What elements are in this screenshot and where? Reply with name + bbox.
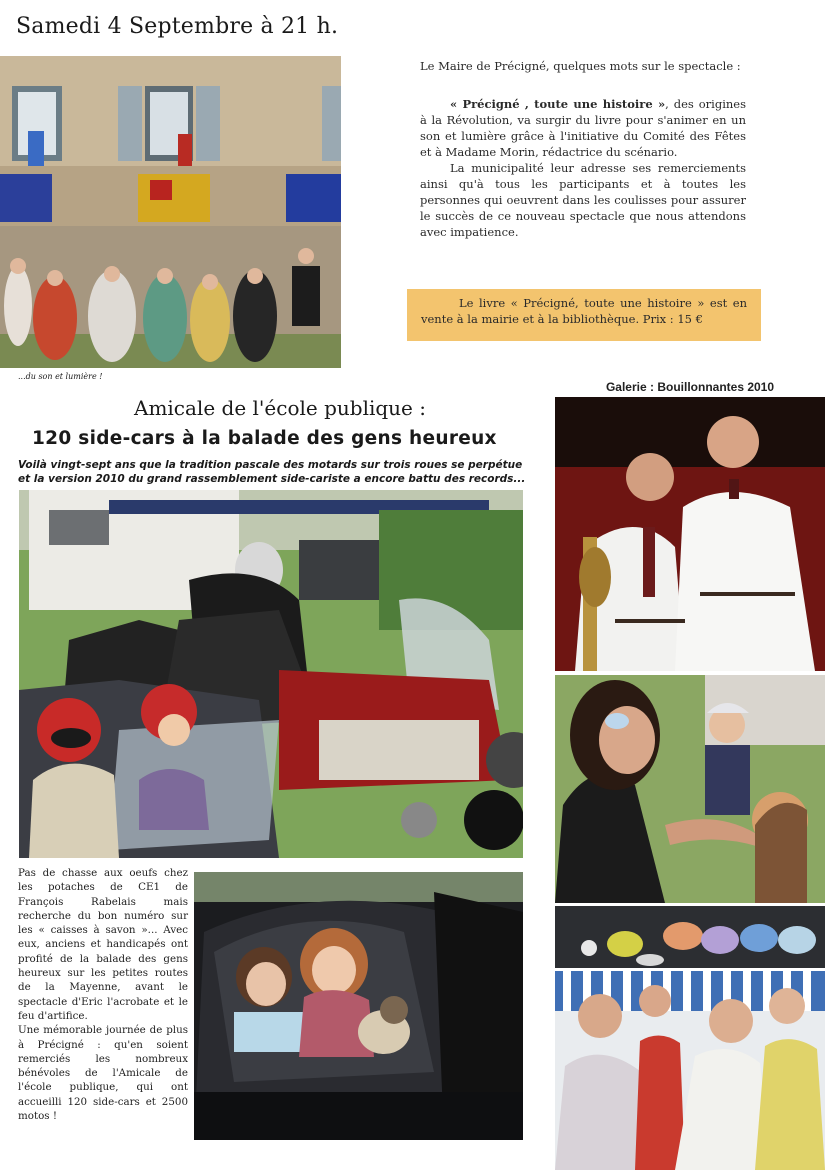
gallery-photo-musicians	[555, 397, 825, 671]
gallery-photo-face-painting	[555, 675, 825, 903]
book-sale-text: Le livre « Précigné, toute une histoire » est en vente à la mairie et à la bibliothèque. Prix : 15 €	[421, 296, 747, 326]
mayor-intro: Le Maire de Précigné, quelques mots sur le spectacle :	[420, 59, 741, 73]
gallery-title: Galerie : Bouillonnantes 2010	[605, 380, 775, 394]
article-body	[18, 866, 188, 1123]
mayor-paragraph-2: La municipalité leur adresse ses remerciements ainsi qu'à tous les participants et à toutes les personnes qui oeuvrent dans les coulisses pour assurer le succès de ce nouveau spectacle que nous attendons avec impatience.	[420, 161, 746, 239]
mayor-statement	[420, 58, 746, 240]
costume-performers-photo	[0, 56, 341, 368]
gallery-photo-paint-pots	[555, 906, 825, 968]
article-body-paragraph-2: Une mémorable journée de plus à Précigné : qu'en soient remerciés les nombreux bénévoles de l'Amicale de l'école publique, qui ont accueilli 120 side-cars et 2500 motos !	[18, 1024, 188, 1123]
show-title: « Précigné , toute une histoire »	[450, 97, 666, 111]
event-title: Samedi 4 Septembre à 21 h.	[16, 14, 339, 39]
photo-caption: ...du son et lumière !	[18, 372, 103, 381]
amicale-lead: Voilà vingt-sept ans que la tradition pascale des motards sur trois roues se perpétue et la version 2010 du grand rassemblement side-cariste a encore battu des records...	[18, 459, 526, 485]
sidecar-main-photo	[19, 490, 523, 858]
book-sale-box	[407, 289, 761, 341]
mayor-paragraph-1	[420, 96, 746, 160]
article-body-paragraph-1: Pas de chasse aux oeufs chez les potaches de CE1 de François Rabelais mais recherche du bon numéro sur les « caisses à savon »... Avec eux, anciens et handicapés ont profité de la balade des gens heureux sur les petites routes de la Mayenne, avant le spectacle d'Eric l'acrobate et le feu d'artifice.	[18, 867, 188, 1022]
amicale-title: Amicale de l'école publique :	[134, 396, 426, 420]
gallery-photo-cooks	[555, 971, 825, 1170]
amicale-subtitle: 120 side-cars à la balade des gens heureux	[32, 428, 497, 449]
mayor-paragraph-1-rest: , des origines à la Révolution, va surgir du livre pour s'animer en un son et lumière grâce à l'initiative du Comité des Fêtes et à Madame Morin, rédactrice du scénario.	[420, 97, 746, 159]
sidecar-passengers-photo	[194, 872, 523, 1140]
